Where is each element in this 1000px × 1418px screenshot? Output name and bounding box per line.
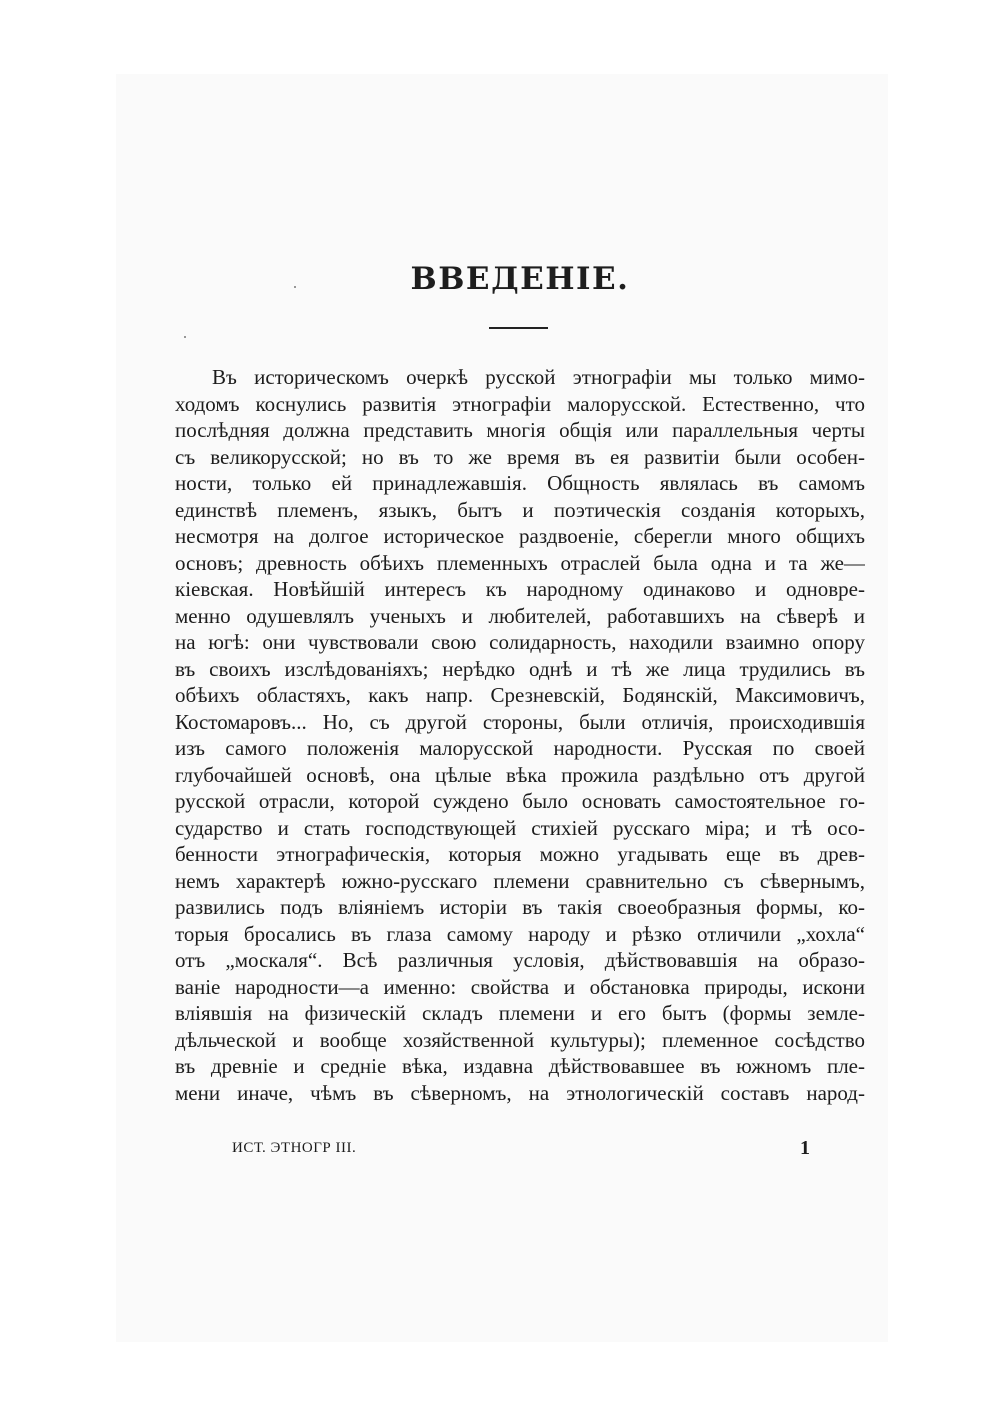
title-rule xyxy=(489,327,548,329)
text-line: несмотря на долгое историческое раздвоеніе, сберегли много общихъ xyxy=(175,524,865,548)
text-line: Костомаровъ... Но, съ другой стороны, были отличія, происходившія xyxy=(175,709,865,734)
text-line: немъ характерѣ южно-русскаго племени сравнительно съ сѣвернымъ, xyxy=(175,868,865,893)
text-line: бенности этнографическія, которыя можно угадывать еще въ древ- xyxy=(175,842,865,866)
chapter-title: ВВЕДЕНІЕ. xyxy=(410,261,630,297)
text-line: дѣльческой и вообще хозяйственной культуры); племенное сосѣдство xyxy=(175,1027,865,1052)
text-line: ваніе народности—а именно: свойства и обстановка природы, искони xyxy=(175,974,865,999)
text-line: торыя бросались въ глаза самому народу и рѣзко отличили „хохла“ xyxy=(175,921,865,946)
text-line: менно одушевлялъ ученыхъ и любителей, работавшихъ на сѣверѣ и xyxy=(175,603,865,628)
text-line: основъ; древность обѣихъ племенныхъ отраслей была одна и та же— xyxy=(175,550,865,575)
text-line: въ древніе и средніе вѣка, издавна дѣйствовавшее въ южномъ пле- xyxy=(175,1054,865,1078)
text-line: единствѣ племенъ, языкъ, бытъ и поэтическія созданія которыхъ, xyxy=(175,497,865,522)
text-line: Въ историческомъ очеркѣ русской этнографіи мы только мимо- xyxy=(212,365,865,389)
scan-speck xyxy=(184,336,186,338)
text-line: глубочайшей основѣ, она цѣлые вѣка прожила раздѣльно отъ другой xyxy=(175,762,865,787)
sheet-number: 1 xyxy=(800,1137,810,1159)
text-line: сударство и стать господствующей стихіей русскаго міра; и тѣ осо- xyxy=(175,815,865,840)
text-line: развились подъ вліяніемъ исторіи въ такія своеобразныя формы, ко- xyxy=(175,895,865,919)
body-paragraph xyxy=(175,364,865,1106)
text-line: ности, только ей принадлежавшія. Общность являлась въ самомъ xyxy=(175,471,865,495)
text-line: обѣихъ областяхъ, какъ напр. Срезневскій, Бодянскій, Максимовичъ, xyxy=(175,683,865,707)
text-line: на югѣ: они чувствовали свою солидарность, находили взаимно опору xyxy=(175,630,865,654)
text-line: отъ „москаля“. Всѣ различныя условія, дѣйствовавшія на образо- xyxy=(175,948,865,972)
signature-mark: ИСТ. ЭТНОГР III. xyxy=(232,1140,357,1156)
text-line: ходомъ коснулись развитія этнографіи малорусской. Естественно, что xyxy=(175,391,865,416)
text-line: кіевская. Новѣйшій интересъ къ народному одинаково и одновре- xyxy=(175,577,865,601)
text-line: изъ самого положенія малорусской народности. Русская по своей xyxy=(175,736,865,760)
text-line: вліявшія на физическій складъ племени и его бытъ (формы земле- xyxy=(175,1001,865,1025)
text-line: русской отрасли, которой суждено было основать самостоятельное го- xyxy=(175,789,865,813)
text-line: мени иначе, чѣмъ въ сѣверномъ, на этнологическій составъ народ- xyxy=(175,1080,865,1105)
text-line: съ великорусской; но въ то же время въ ея развитіи были особен- xyxy=(175,444,865,469)
text-line: послѣдняя должна представить многія общія или параллельныя черты xyxy=(175,418,865,442)
text-line: въ своихъ изслѣдованіяхъ; нерѣдко однѣ и тѣ же лица трудились въ xyxy=(175,656,865,681)
